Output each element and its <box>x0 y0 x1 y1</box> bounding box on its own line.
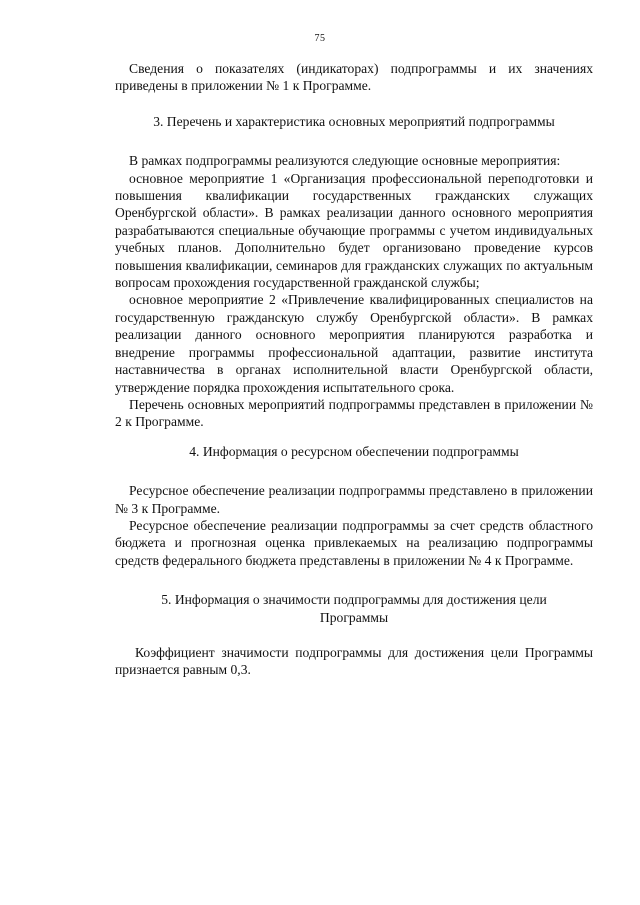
document-body <box>115 60 593 679</box>
paragraph-activity-1: основное мероприятие 1 «Организация профессиональной переподготовки и повышения квалификации государственных гражданских служащих Оренбургской области». В рамках реализации данного основного мероприятия разрабатываются специальные обучающие программы с учетом индивидуальных учебных планов. Дополнительно будет организовано проведение курсов повышения квалификации, семинаров для гражданских служащих по актуальным вопросам прохождения государственной гражданской службы; <box>115 170 593 291</box>
section-heading-5-line-2: Программы <box>319 609 389 625</box>
paragraph-resources-2: Ресурсное обеспечение реализации подпрограммы за счет средств областного бюджета и прогнозная оценка привлекаемых на реализацию подпрограммы средств федерального бюджета представлены в приложении № 4 к Программе. <box>115 517 593 568</box>
section-heading-4: 4. Информация о ресурсном обеспечении подпрограммы <box>189 443 519 459</box>
paragraph-resources-1: Ресурсное обеспечение реализации подпрограммы представлено в приложении № 3 к Программе. <box>115 483 593 516</box>
paragraph-significance: Коэффициент значимости подпрограммы для достижения цели Программы признается равным 0,3. <box>115 644 593 678</box>
paragraph-activity-2: основное мероприятие 2 «Привлечение квалифицированных специалистов на государственную гражданскую службу Оренбургской области». В рамках реализации данного основного мероприятия планируются разработка и внедрение программы профессиональной адаптации, развитие института наставничества в органах исполнительной власти Оренбургской области, утверждение порядка прохождения испытательного срока. <box>115 292 593 395</box>
page-number: 75 <box>314 33 326 44</box>
paragraph-activities-intro: В рамках подпрограммы реализуются следующие основные мероприятия: <box>129 153 561 169</box>
paragraph-indicators: Сведения о показателях (индикаторах) подпрограммы и их значениях приведены в приложении № 1 к Программе. <box>115 61 593 94</box>
paragraph-activities-list: Перечень основных мероприятий подпрограммы представлен в приложении № 2 к Программе. <box>115 396 593 430</box>
section-heading-3: 3. Перечень и характеристика основных мероприятий подпрограммы <box>153 113 555 129</box>
section-heading-5-line-1: 5. Информация о значимости подпрограммы для достижения цели <box>161 592 547 608</box>
